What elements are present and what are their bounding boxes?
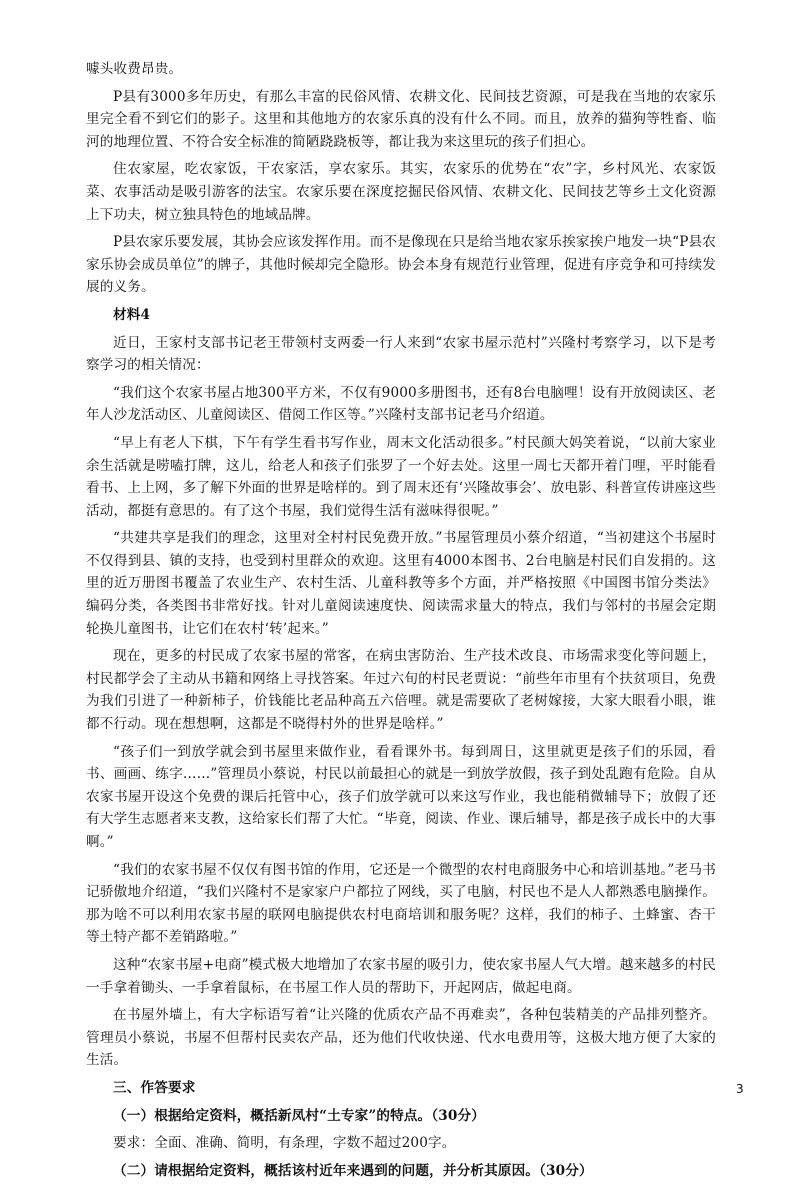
paragraph-villager-jia: 现在，更多的村民成了农家书屋的常客，在病虫害防治、生产技术改良、市场需求变化等问题上，村民都学会了主动从书籍和网络上寻找答案。年过六旬的村民老贾说：“前些年市里有个扶贫项目，免费为我们引进了一种新柿子，价钱能比老品种高五六倍哩。就是需要砍了老树嫁接，大家大眼看小眼，谁都不行动。现在想想啊，这都是不晓得村外的世界是啥样。” (86, 648, 716, 733)
paragraph-p-county-history: P县有3000多年历史，有那么丰富的民俗风情、农耕文化、民间技艺资源，可是我在当地的农家乐里完全看不到它们的影子。这里和其他地方的农家乐真的没有什么不同。而且，放养的猫狗等牲畜、临河的地理位置、不符合安全标准的简陋跷跷板等，都让我为来这里玩的孩子们担心。 (86, 88, 716, 150)
paragraph-continuation: 噱头收费昂贵。 (86, 61, 183, 77)
paragraph-visit-intro: 近日，王家村支部书记老王带领村支两委一行人来到“农家书屋示范村”兴隆村考察学习，以下是考察学习的相关情况： (86, 334, 716, 374)
paragraph-bookhouse-size: “我们这个农家书屋占地300平方米，不仅有9000多册图书，还有8台电脑哩！设有开放阅读区、老年人沙龙活动区、儿童阅读区、借阅工作区等。”兴隆村支部书记老马介绍道。 (86, 384, 716, 424)
paragraph-ecommerce-model: 这种“农家书屋+电商”模式极大地增加了农家书屋的吸引力，使农家书屋人气大增。越来越多的村民一手拿着锄头、一手拿着鼠标，在书屋工作人员的帮助下，开起网店，做起电商。 (86, 956, 716, 996)
page-content (86, 58, 716, 1187)
paragraph-ecommerce-center: “我们的农家书屋不仅仅有图书馆的作用，它还是一个微型的农村电商服务中心和培训基地。”老马书记骄傲地介绍道，“我们兴隆村不是家家户户都拉了网线，买了电脑，村民也不是人人都熟悉电脑操作。那为啥不可以利用农家书屋的联网电脑提供农村电商培训和服务呢？这样，我们的柿子、土蜂蜜、杏干等土特产都不差销路啦。” (86, 861, 716, 946)
heading-question-1: （一）根据给定资料，概括新凤村“土专家”的特点。（30分） (113, 1107, 485, 1124)
paragraph-farmhouse-advantage: 住农家屋，吃农家饭，干农家活，享农家乐。其实，农家乐的优势在“农”字，乡村风光、农家饭菜、农事活动是吸引游客的法宝。农家乐要在深度挖掘民俗风情、农耕文化、民间技艺等乡土文化资源上下功夫，树立独具特色的地域品牌。 (86, 161, 716, 223)
paragraph-question-1-requirement: 要求：全面、准确、简明，有条理，字数不超过200字。 (113, 1135, 456, 1152)
paragraph-children-care: “孩子们一到放学就会到书屋里来做作业，看看课外书。每到周日，这里就更是孩子们的乐园，看书、画画、练字……”管理员小蔡说，村民以前最担心的就是一到放学放假，孩子到处乱跑有危险。自从农家书屋开设这个免费的课后托管中心，孩子们放学就可以来这写作业，我也能稍微辅导下；放假了还有大学生志愿者来支教，这给家长们帮了大忙。“毕竟，阅读、作业、课后辅导，都是孩子成长中的大事啊。” (86, 743, 716, 850)
heading-material-4: 材料4 (113, 306, 151, 323)
heading-question-2: （二）请根据给定资料，概括该村近年来遇到的问题，并分析其原因。（30分） (113, 1162, 593, 1179)
page-number: 3 (736, 1082, 744, 1096)
paragraph-librarian-cai: “共建共享是我们的理念，这里对全村村民免费开放。”书屋管理员小蔡介绍道，“当初建这个书屋时不仅得到县、镇的支持，也受到村里群众的欢迎。这里有4000本图书、2台电脑是村民们自发捐的。这里的近万册图书覆盖了农业生产、农村生活、儿童科教等多个方面，并严格按照《中国图书馆分类法》编码分类，各类图书非常好找。针对儿童阅读速度快、阅读需求量大的特点，我们与邻村的书屋会定期轮换儿童图书，让它们在农村‘转’起来。” (86, 530, 716, 637)
paragraph-villager-yan: “早上有老人下棋，下午有学生看书写作业，周末文化活动很多。”村民颜大妈笑着说，“以前大家业余生活就是唠嗑打牌，这儿，给老人和孩子们张罗了一个好去处。这里一周七天都开着门哩，平时能看看书、上上网，多了解下外面的世界是啥样的。到了周末还有‘兴隆故事会’、放电影、科普宣传讲座这些活动，都挺有意思的。有了这个书屋，我们觉得生活有滋味得很呢。” (86, 434, 716, 519)
heading-answer-requirements: 三、作答要求 (113, 1079, 196, 1096)
paragraph-association-role: P县农家乐要发展，其协会应该发挥作用。而不是像现在只是给当地农家乐挨家挨户地发一块“P县农家乐协会成员单位”的牌子，其他时候却完全隐形。协会本身有规范行业管理，促进有序竞争和可持续发展的义务。 (86, 234, 716, 296)
paragraph-wall-slogan: 在书屋外墙上，有大字标语写着“让兴隆的优质农产品不再难卖”，各种包装精美的产品排列整齐。管理员小蔡说，书屋不但帮村民卖农产品，还为他们代收快递、代水电费用等，这极大地方便了大家的生活。 (86, 1007, 716, 1069)
